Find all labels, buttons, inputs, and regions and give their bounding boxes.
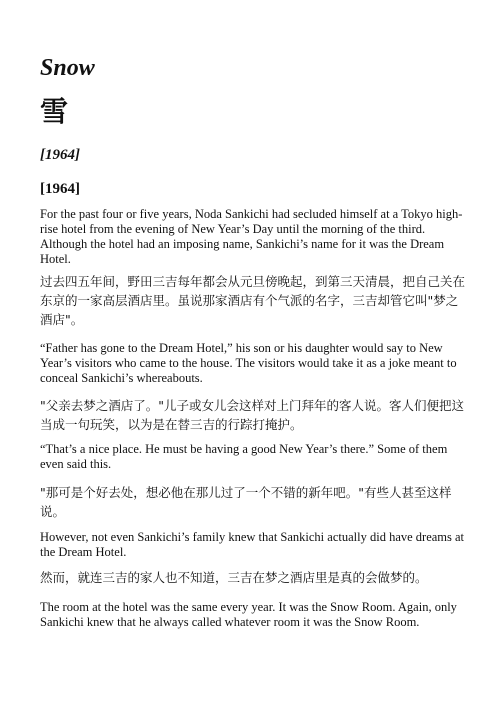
- paragraph-en-4: However, not even Sankichi’s family knew that Sankichi actually did have dreams at the Dream Hotel.: [40, 530, 465, 559]
- paragraph-en-2: “Father has gone to the Dream Hotel,” his son or his daughter would say to New Year’s visitors who came to the house. The visitors would take it as a joke meant to conceal Sankichi’s whereabouts.: [40, 341, 457, 385]
- paragraph-en-3: “That’s a nice place. He must be having a good New Year’s there.” Some of them even said this.: [40, 442, 448, 471]
- year-heading-bold: [1964]: [40, 181, 80, 197]
- paragraph-zh-3: "那可是个好去处，想必他在那儿过了一个不错的新年吧。"有些人甚至这样说。: [40, 485, 452, 519]
- paragraph-zh-4: 然而，就连三吉的家人也不知道，三吉在梦之酒店里是真的会做梦的。: [40, 570, 428, 585]
- paragraph-en-5: The room at the hotel was the same every year. It was the Snow Room. Again, only Sankichi knew that he always called whatever room it was the Snow Room.: [40, 600, 457, 629]
- paragraph-en-1: For the past four or five years, Noda Sankichi had secluded himself at a Tokyo high-rise hotel from the evening of New Year’s Day until the morning of the third. Although the hotel had an imposing name, Sankichi’s name for it was the Dream Hotel.: [40, 207, 463, 266]
- title-english: Snow: [40, 55, 95, 81]
- title-chinese: 雪: [40, 95, 69, 128]
- paragraph-zh-1: 过去四五年间，野田三吉每年都会从元旦傍晚起，到第三天清晨，把自己关在东京的一家高层酒店里。虽说那家酒店有个气派的名字，三吉却管它叫"梦之酒店"。: [40, 274, 466, 327]
- paragraph-zh-2: "父亲去梦之酒店了。"儿子或女儿会这样对上门拜年的客人说。客人们便把这当成一句玩笑，以为是在替三吉的行踪打掩护。: [40, 398, 465, 432]
- year-heading-italic: [1964]: [40, 147, 80, 163]
